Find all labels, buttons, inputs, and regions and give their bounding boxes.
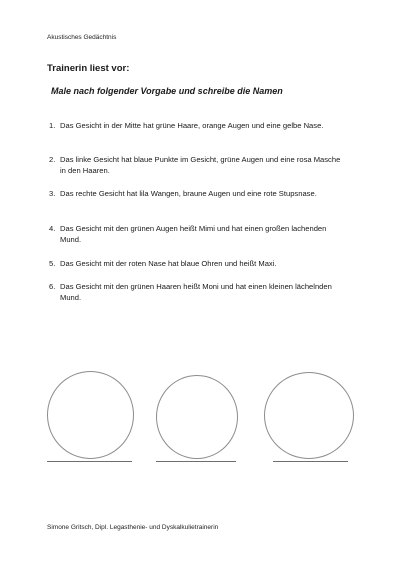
instruction-number: 3. [49, 189, 56, 198]
instruction-item-1 [49, 120, 349, 131]
instruction-number: 4. [49, 224, 56, 233]
instruction-item-5 [49, 258, 349, 269]
instruction-item-4 [49, 223, 349, 245]
instruction-text: Das rechte Gesicht hat lila Wangen, braune Augen und eine rote Stupsnase. [60, 189, 317, 198]
instruction-item-3 [49, 188, 349, 199]
instruction-text: Das Gesicht mit den grünen Haaren heißt Moni und hat einen kleinen lächelnden Mund. [60, 282, 332, 302]
name-line-right[interactable] [273, 461, 348, 462]
instruction-number: 6. [49, 282, 56, 291]
task-instruction: Male nach folgender Vorgabe und schreibe die Namen [51, 86, 283, 96]
page-heading: Trainerin liest vor: [47, 63, 130, 74]
instruction-number: 5. [49, 259, 56, 268]
face-outline-left [47, 371, 134, 459]
instruction-item-2 [49, 154, 349, 176]
instruction-item-6 [49, 281, 349, 303]
instruction-number: 1. [49, 121, 56, 130]
document-footer: Simone Gritsch, Dipl. Legasthenie- und Dyskalkulietrainerin [47, 524, 219, 531]
face-outline-right [264, 372, 354, 459]
instruction-text: Das Gesicht mit den grünen Augen heißt Mimi und hat einen großen lachenden Mund. [60, 224, 327, 244]
name-line-middle[interactable] [156, 461, 236, 462]
instruction-text: Das Gesicht mit der roten Nase hat blaue Ohren und heißt Maxi. [60, 259, 277, 268]
name-line-left[interactable] [47, 461, 132, 462]
document-header: Akustisches Gedächtnis [47, 34, 117, 41]
face-outline-middle [156, 375, 238, 459]
instruction-number: 2. [49, 155, 56, 164]
instruction-text: Das Gesicht in der Mitte hat grüne Haare, orange Augen und eine gelbe Nase. [60, 121, 324, 130]
instruction-text: Das linke Gesicht hat blaue Punkte im Gesicht, grüne Augen und eine rosa Masche in den Haaren. [60, 155, 341, 175]
